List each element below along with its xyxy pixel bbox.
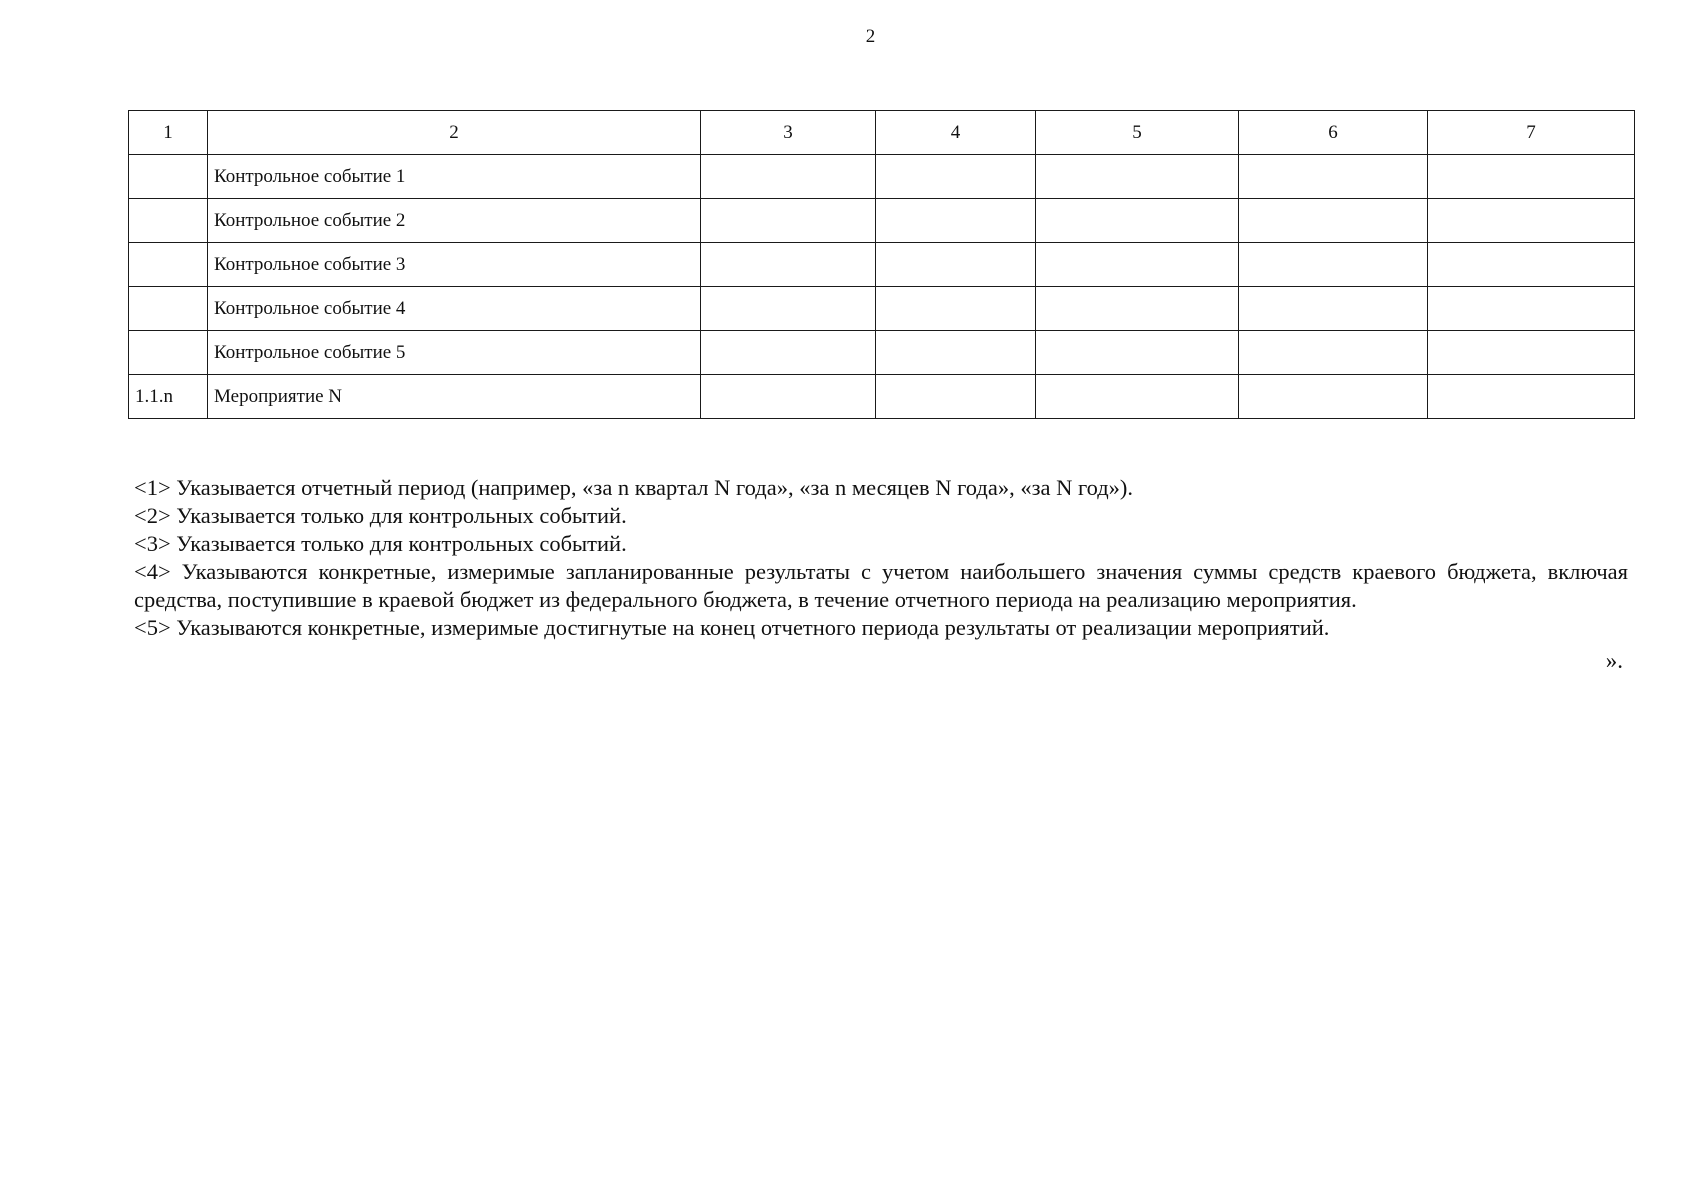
- table-row: [129, 287, 1635, 331]
- table-cell: [876, 287, 1036, 331]
- table-row: [129, 155, 1635, 199]
- footnotes: [134, 474, 1628, 642]
- table-cell: [1036, 243, 1239, 287]
- table-cell: [701, 199, 876, 243]
- table-cell: [1036, 287, 1239, 331]
- footnote-3: <3> Указывается только для контрольных событий.: [134, 531, 627, 556]
- table-cell: [1239, 331, 1428, 375]
- table-cell: [876, 243, 1036, 287]
- table-cell: [701, 155, 876, 199]
- table-cell: [1428, 199, 1635, 243]
- table-cell: [129, 199, 208, 243]
- column-number-header: 2: [208, 111, 701, 155]
- table-cell: [1239, 243, 1428, 287]
- table-cell: Контрольное событие 4: [208, 287, 701, 331]
- table-cell: [1239, 287, 1428, 331]
- table-cell: [129, 331, 208, 375]
- table-header-row: [129, 111, 1635, 155]
- table-row: [129, 243, 1635, 287]
- table-cell: Мероприятие N: [208, 375, 701, 419]
- table-cell: [1036, 155, 1239, 199]
- footnote-4: <4> Указываются конкретные, измеримые запланированные результаты с учетом наибольшего значения суммы средств краевого бюджета, включая средства, поступившие в краевой бюджет из федерального бюджета, в течение отчетного периода на реализацию мероприятия.: [134, 559, 1628, 612]
- table-cell: [129, 155, 208, 199]
- footnote-2: <2> Указывается только для контрольных событий.: [134, 503, 627, 528]
- table-cell: [701, 287, 876, 331]
- table-cell: [129, 243, 208, 287]
- footnote-1: <1> Указывается отчетный период (например, «за n квартал N года», «за n месяцев N года», «за N год»).: [134, 475, 1134, 500]
- table-cell: Контрольное событие 2: [208, 199, 701, 243]
- table-cell: [1428, 287, 1635, 331]
- table-cell: Контрольное событие 5: [208, 331, 701, 375]
- page-number: 2: [865, 26, 876, 47]
- table-cell: 1.1.n: [129, 375, 208, 419]
- table-cell: [876, 199, 1036, 243]
- table-cell: [701, 243, 876, 287]
- table-cell: [1239, 199, 1428, 243]
- table-cell: [1428, 155, 1635, 199]
- column-number-header: 6: [1239, 111, 1428, 155]
- column-number-header: 3: [701, 111, 876, 155]
- table-cell: [701, 375, 876, 419]
- table-cell: [1239, 375, 1428, 419]
- column-number-header: 5: [1036, 111, 1239, 155]
- column-number-header: 7: [1428, 111, 1635, 155]
- table-cell: [1036, 199, 1239, 243]
- table-cell: [1428, 331, 1635, 375]
- table-cell: [876, 331, 1036, 375]
- table-row: [129, 331, 1635, 375]
- table-cell: Контрольное событие 3: [208, 243, 701, 287]
- column-number-header: 1: [129, 111, 208, 155]
- table-cell: [1428, 375, 1635, 419]
- column-number-header: 4: [876, 111, 1036, 155]
- footnote-5: <5> Указываются конкретные, измеримые достигнутые на конец отчетного периода результаты от реализации мероприятий.: [134, 615, 1330, 640]
- table-cell: [1428, 243, 1635, 287]
- table-cell: [1239, 155, 1428, 199]
- table-cell: Контрольное событие 1: [208, 155, 701, 199]
- closing-quote-mark: ».: [1605, 648, 1623, 673]
- report-table: [128, 110, 1635, 419]
- table-cell: [1036, 375, 1239, 419]
- table-cell: [129, 287, 208, 331]
- table-cell: [876, 155, 1036, 199]
- table-cell: [1036, 331, 1239, 375]
- table-row: [129, 375, 1635, 419]
- table-cell: [876, 375, 1036, 419]
- table-row: [129, 199, 1635, 243]
- table-cell: [701, 331, 876, 375]
